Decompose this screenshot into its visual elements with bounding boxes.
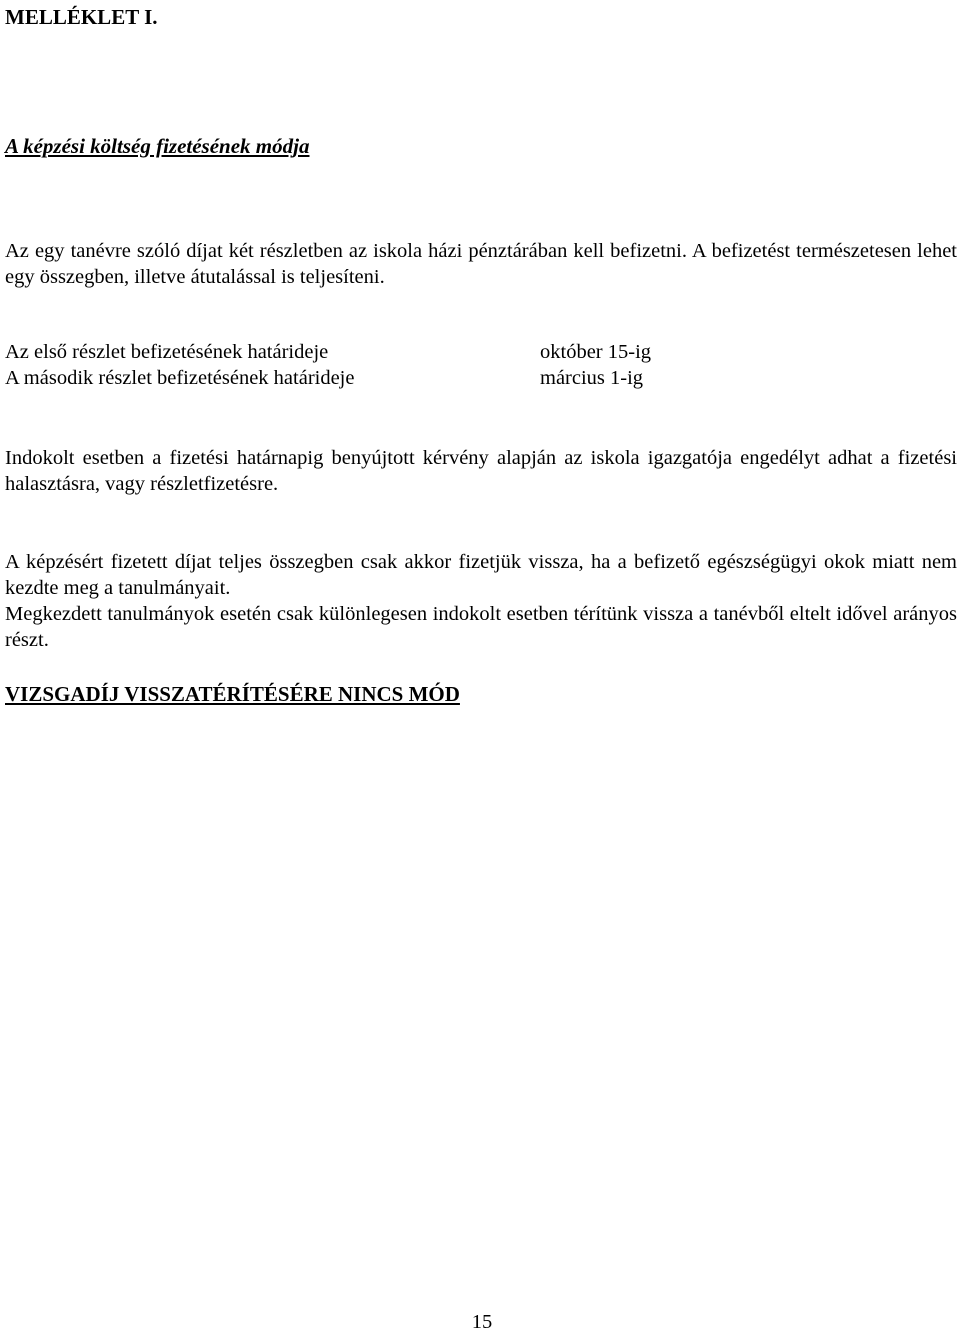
partial-refund-paragraph: Megkezdett tanulmányok esetén csak különlegesen indokolt esetben térítünk vissza a tanévből eltelt idővel arányos részt. [5, 603, 957, 651]
deadline-row-first [5, 340, 957, 366]
deadline-label: A második részlet befizetésének határideje [5, 366, 355, 389]
refund-paragraph: A képzésért fizetett díjat teljes összegben csak akkor fizetjük vissza, ha a befizető egészségügyi okok miatt nem kezdte meg a tanulmányait. [5, 551, 957, 599]
section-title: A képzési költség fizetésének módja [5, 134, 310, 158]
deadline-label: Az első részlet befizetésének határideje [5, 341, 329, 363]
deadline-row-second [5, 366, 957, 392]
deadline-date: október 15-ig [540, 341, 652, 363]
deadline-date: március 1-ig [540, 366, 644, 389]
annex-heading: MELLÉKLET I. [5, 5, 158, 29]
deadline-table [5, 340, 957, 391]
exam-fee-notice: VIZSGADÍJ VISSZATÉRÍTÉSÉRE NINCS MÓD [5, 682, 460, 706]
page-number: 15 [471, 1311, 493, 1333]
payment-paragraph: Az egy tanévre szóló díjat két részletben az iskola házi pénztárában kell befizetni. A befizetést természetesen lehet egy összegben, illetve átutalással is teljesíteni. [5, 240, 957, 288]
deferral-paragraph: Indokolt esetben a fizetési határnapig benyújtott kérvény alapján az iskola igazgatója engedélyt adhat a fizetési halasztásra, vagy részletfizetésre. [5, 447, 957, 495]
